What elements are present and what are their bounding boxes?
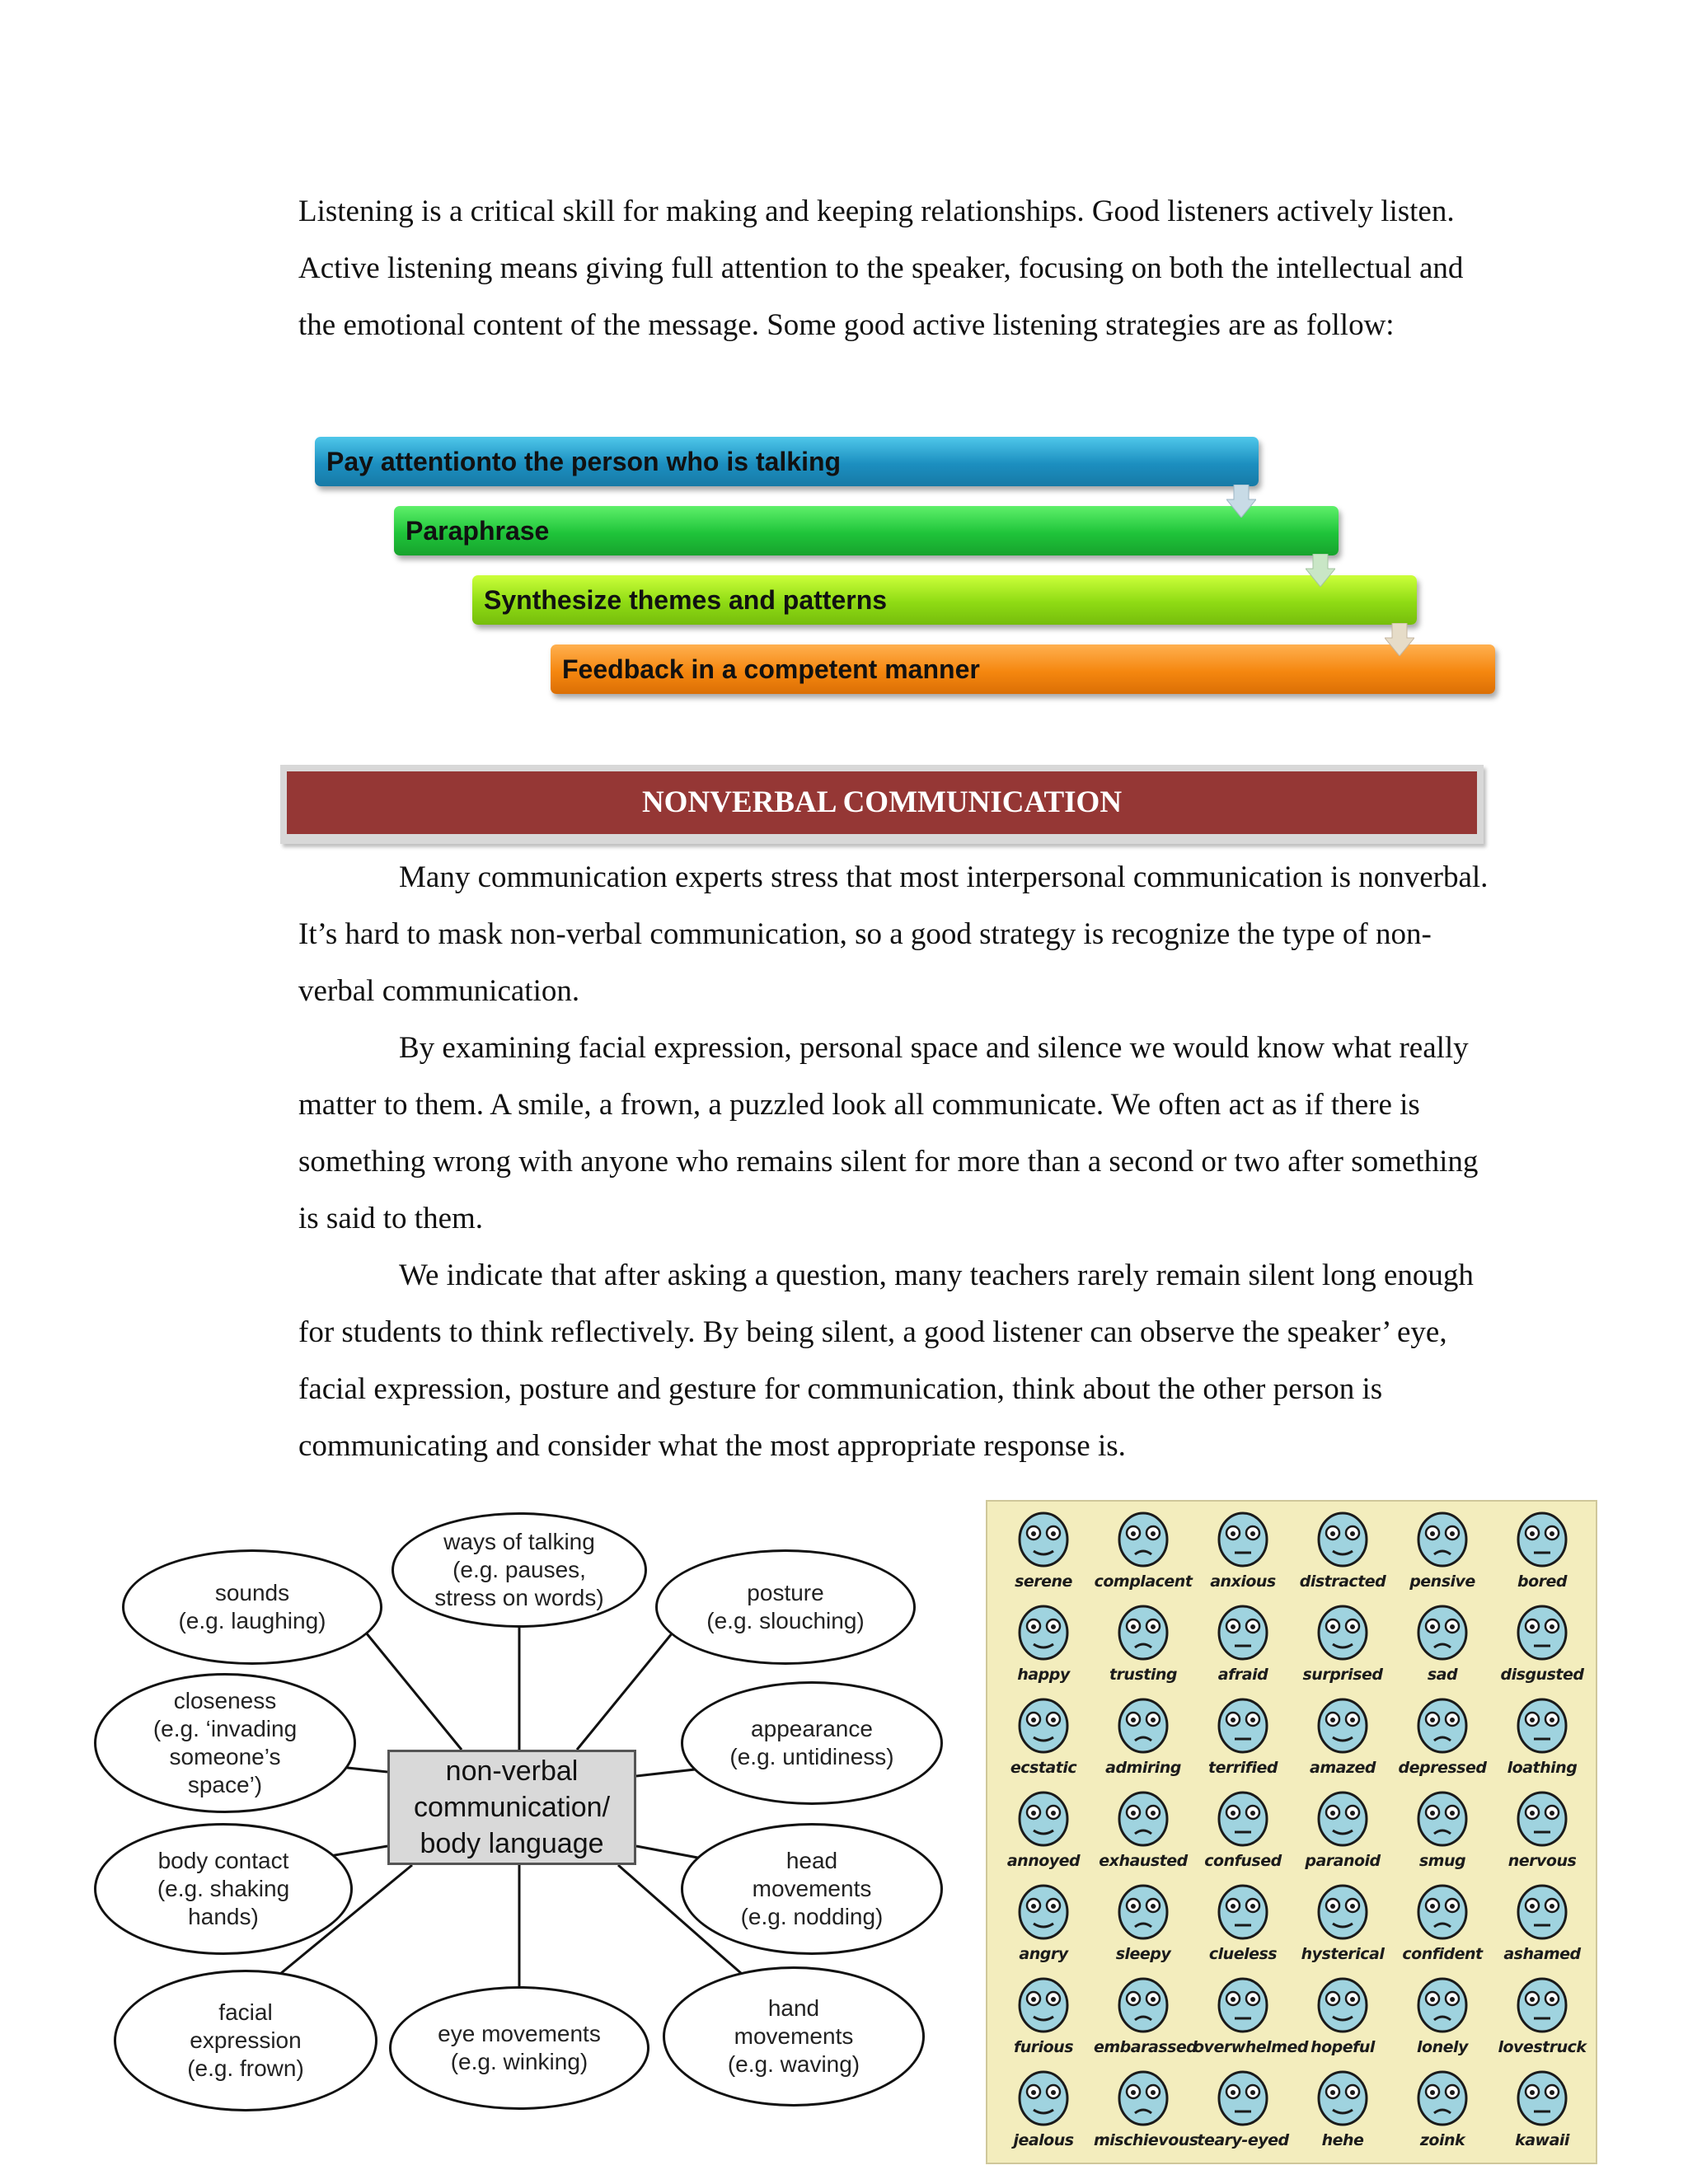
emotion-face bbox=[1293, 1600, 1392, 1692]
emotion-face-icon bbox=[1316, 1789, 1369, 1849]
emotion-face bbox=[994, 2065, 1093, 2158]
emotion-face bbox=[994, 1507, 1093, 1599]
section-heading: NONVERBAL COMMUNICATION bbox=[287, 771, 1477, 834]
down-arrow-icon bbox=[1306, 554, 1335, 587]
emotion-face-icon bbox=[1117, 1882, 1170, 1942]
emotion-face bbox=[994, 1972, 1093, 2064]
emotion-face-icon bbox=[1416, 1696, 1469, 1755]
emotion-label: amazed bbox=[1310, 1759, 1376, 1777]
emotion-label: disgusted bbox=[1500, 1666, 1584, 1684]
emotion-face bbox=[1094, 1693, 1193, 1785]
emotion-label: bored bbox=[1517, 1572, 1567, 1591]
emotion-face-icon bbox=[1516, 1789, 1568, 1849]
nonverbal-diagram bbox=[82, 1500, 973, 2126]
emotion-face bbox=[1493, 1972, 1592, 2064]
emotion-face bbox=[1193, 1879, 1292, 1971]
emotion-face bbox=[1293, 1879, 1392, 1971]
emotion-label: pensive bbox=[1409, 1572, 1475, 1591]
emotion-face-icon bbox=[1516, 1603, 1568, 1662]
emotion-label: teary-eyed bbox=[1197, 2131, 1289, 2149]
emotion-face bbox=[1293, 1972, 1392, 2064]
emotion-label: depressed bbox=[1398, 1759, 1487, 1777]
section-heading-box bbox=[280, 765, 1484, 844]
emotion-face-icon bbox=[1017, 1789, 1070, 1849]
emotion-label: afraid bbox=[1217, 1666, 1268, 1684]
emotion-face bbox=[1193, 1786, 1292, 1878]
intro-paragraph: Listening is a critical skill for making and keeping relationships. Good listeners actively listen. Active listening means giving full attention to the speaker, focusing on both the intellectual and the emotional content of the message. Some good active listening strategies are as follow: bbox=[298, 194, 1464, 342]
emotion-face bbox=[1493, 1507, 1592, 1599]
paragraph-2: By examining facial expression, personal space and silence we would know what really matter to them. A smile, a frown, a puzzled look all communicate. We often act as if there is something wrong with anyone who remains silent for more than a second or two after something is said to them. bbox=[298, 1031, 1479, 1235]
emotion-face-icon bbox=[1516, 1510, 1568, 1569]
emotion-face-icon bbox=[1217, 1510, 1269, 1569]
emotion-label: overwhelmed bbox=[1193, 2038, 1308, 2056]
emotion-face bbox=[1393, 1786, 1492, 1878]
emotion-face-icon bbox=[1117, 1696, 1170, 1755]
emotion-label: hehe bbox=[1321, 2131, 1364, 2149]
emotion-label: ecstatic bbox=[1010, 1759, 1077, 1777]
emotion-label: terrified bbox=[1208, 1759, 1278, 1777]
emotion-label: surprised bbox=[1302, 1666, 1383, 1684]
emotion-face bbox=[1094, 1972, 1198, 2064]
oval-head-movements: head movements (e.g. nodding) bbox=[681, 1823, 943, 1955]
oval-posture: posture (e.g. slouching) bbox=[655, 1549, 916, 1665]
emotion-face bbox=[1094, 1600, 1193, 1692]
emotion-label: confident bbox=[1402, 1945, 1483, 1963]
emotion-label: jealous bbox=[1013, 2131, 1074, 2149]
emotion-face-icon bbox=[1316, 2069, 1369, 2128]
oval-hand-movements: hand movements (e.g. waving) bbox=[663, 1966, 925, 2107]
emotion-face bbox=[1094, 1786, 1193, 1878]
emotion-label: trusting bbox=[1109, 1666, 1177, 1684]
emotion-face bbox=[1193, 1693, 1292, 1785]
emotion-label: complacent bbox=[1094, 1572, 1193, 1591]
emotion-face-icon bbox=[1117, 1975, 1170, 2035]
emotion-label: sad bbox=[1427, 1666, 1458, 1684]
emotion-label: nervous bbox=[1507, 1852, 1577, 1870]
emotion-face-icon bbox=[1316, 1603, 1369, 1662]
emotion-face bbox=[1193, 2065, 1292, 2158]
emotion-label: serene bbox=[1015, 1572, 1072, 1591]
emotion-label: happy bbox=[1017, 1666, 1070, 1684]
emotion-face-icon bbox=[1416, 1975, 1469, 2035]
strategy-bar-3: Synthesize themes and patterns bbox=[472, 575, 1417, 625]
emotion-label: paranoid bbox=[1305, 1852, 1381, 1870]
oval-appearance: appearance (e.g. untidiness) bbox=[681, 1681, 943, 1805]
emotion-face-icon bbox=[1117, 1603, 1170, 1662]
emotion-face bbox=[1493, 1879, 1592, 1971]
emotion-label: exhausted bbox=[1099, 1852, 1188, 1870]
oval-closeness: closeness (e.g. ‘invading someone’s space’) bbox=[94, 1673, 356, 1813]
emotion-label: mischievous bbox=[1094, 2131, 1198, 2149]
emotion-label: sleepy bbox=[1115, 1945, 1171, 1963]
oval-facial-expression: facial expression (e.g. frown) bbox=[114, 1970, 377, 2111]
emotion-label: lovestruck bbox=[1498, 2038, 1587, 2056]
emotion-face bbox=[1393, 1600, 1492, 1692]
emotion-face bbox=[1393, 1879, 1492, 1971]
emotion-face-icon bbox=[1316, 1510, 1369, 1569]
strategy-bar-2: Paraphrase bbox=[394, 506, 1339, 555]
emotion-face-icon bbox=[1316, 1696, 1369, 1755]
emotion-label: confused bbox=[1204, 1852, 1282, 1870]
emotion-face-icon bbox=[1516, 1696, 1568, 1755]
emotion-face-icon bbox=[1017, 1696, 1070, 1755]
down-arrow-icon bbox=[1226, 485, 1256, 518]
emotion-face bbox=[1094, 2065, 1198, 2158]
emotion-face-icon bbox=[1516, 1975, 1568, 2035]
emotion-face bbox=[1293, 1507, 1392, 1599]
oval-body-contact: body contact (e.g. shaking hands) bbox=[94, 1823, 353, 1955]
emotion-face bbox=[1493, 1786, 1592, 1878]
paragraph-1: Many communication experts stress that most interpersonal communication is nonverbal. It’s hard to mask non-verbal communication, so a good strategy is recognize the type of non-verbal communication. bbox=[298, 860, 1489, 1008]
emotion-label: anxious bbox=[1210, 1572, 1276, 1591]
emotion-face bbox=[994, 1786, 1093, 1878]
emotion-label: hopeful bbox=[1311, 2038, 1375, 2056]
strategy-bar-1: Pay attentionto the person who is talking bbox=[315, 437, 1259, 486]
emotion-face bbox=[994, 1693, 1093, 1785]
emotion-face-icon bbox=[1316, 1975, 1369, 2035]
emotion-label: furious bbox=[1013, 2038, 1074, 2056]
emotion-face-icon bbox=[1316, 1882, 1369, 1942]
emotion-face bbox=[1493, 2065, 1592, 2158]
diagram-center-label: non-verbal communication/ body language bbox=[387, 1750, 636, 1865]
emotion-face-icon bbox=[1416, 1882, 1469, 1942]
oval-sounds: sounds (e.g. laughing) bbox=[122, 1549, 382, 1665]
emotion-label: hysterical bbox=[1301, 1945, 1385, 1963]
emotion-face-icon bbox=[1516, 1882, 1568, 1942]
oval-ways-of-talking: ways of talking (e.g. pauses, stress on words) bbox=[392, 1512, 647, 1628]
emotion-face-icon bbox=[1017, 1882, 1070, 1942]
emotion-face-icon bbox=[1416, 1789, 1469, 1849]
emotion-face-icon bbox=[1217, 1975, 1269, 2035]
emotions-chart bbox=[986, 1500, 1597, 2164]
emotion-label: annoyed bbox=[1006, 1852, 1081, 1870]
emotion-face-icon bbox=[1217, 1603, 1269, 1662]
emotion-face-icon bbox=[1017, 1603, 1070, 1662]
emotion-face bbox=[1393, 1693, 1492, 1785]
emotion-face-icon bbox=[1017, 2069, 1070, 2128]
emotion-label: angry bbox=[1019, 1945, 1068, 1963]
emotion-face bbox=[994, 1879, 1093, 1971]
emotion-face bbox=[1293, 1786, 1392, 1878]
emotion-face bbox=[1393, 1972, 1492, 2064]
emotion-face-icon bbox=[1217, 1696, 1269, 1755]
emotion-label: lonely bbox=[1417, 2038, 1468, 2056]
emotion-face-icon bbox=[1217, 1789, 1269, 1849]
emotion-face-icon bbox=[1416, 1510, 1469, 1569]
emotion-label: embarassed bbox=[1094, 2038, 1198, 2056]
emotion-face bbox=[1393, 2065, 1492, 2158]
emotion-face-icon bbox=[1416, 1603, 1469, 1662]
emotion-face bbox=[1393, 1507, 1492, 1599]
emotion-face-icon bbox=[1117, 1510, 1170, 1569]
paragraph-3: We indicate that after asking a question, many teachers rarely remain silent long enough for students to think reflectively. By being silent, a good listener can observe the speaker’ eye, facial expression, posture and gesture for communication, think about the other person is communicating and consider what the most appropriate response is. bbox=[298, 1258, 1474, 1463]
emotion-face-icon bbox=[1416, 2069, 1469, 2128]
emotion-label: smug bbox=[1418, 1852, 1466, 1870]
emotion-face bbox=[1293, 2065, 1392, 2158]
emotion-label: kawaii bbox=[1515, 2131, 1569, 2149]
emotion-face-icon bbox=[1017, 1510, 1070, 1569]
emotion-face bbox=[1094, 1879, 1193, 1971]
down-arrow-icon bbox=[1385, 623, 1414, 656]
emotion-face bbox=[1293, 1693, 1392, 1785]
oval-eye-movements: eye movements (e.g. winking) bbox=[389, 1986, 649, 2110]
emotion-face-icon bbox=[1217, 1882, 1269, 1942]
emotion-label: clueless bbox=[1208, 1945, 1278, 1963]
emotion-face bbox=[1193, 1972, 1308, 2064]
strategy-bar-4: Feedback in a competent manner bbox=[551, 644, 1495, 694]
emotion-label: zoink bbox=[1419, 2131, 1465, 2149]
emotion-face bbox=[1493, 1693, 1592, 1785]
emotion-face bbox=[1493, 1600, 1592, 1692]
emotion-face bbox=[1193, 1507, 1292, 1599]
emotion-label: admiring bbox=[1105, 1759, 1181, 1777]
emotion-label: ashamed bbox=[1503, 1945, 1581, 1963]
emotion-face bbox=[994, 1600, 1093, 1692]
emotion-face-icon bbox=[1516, 2069, 1568, 2128]
emotion-face-icon bbox=[1217, 2069, 1269, 2128]
emotion-face-icon bbox=[1117, 2069, 1170, 2128]
emotion-face-icon bbox=[1117, 1789, 1170, 1849]
emotion-face-icon bbox=[1017, 1975, 1070, 2035]
emotion-face bbox=[1094, 1507, 1193, 1599]
emotion-face bbox=[1193, 1600, 1292, 1692]
emotion-label: distracted bbox=[1299, 1572, 1386, 1591]
emotion-label: loathing bbox=[1507, 1759, 1578, 1777]
